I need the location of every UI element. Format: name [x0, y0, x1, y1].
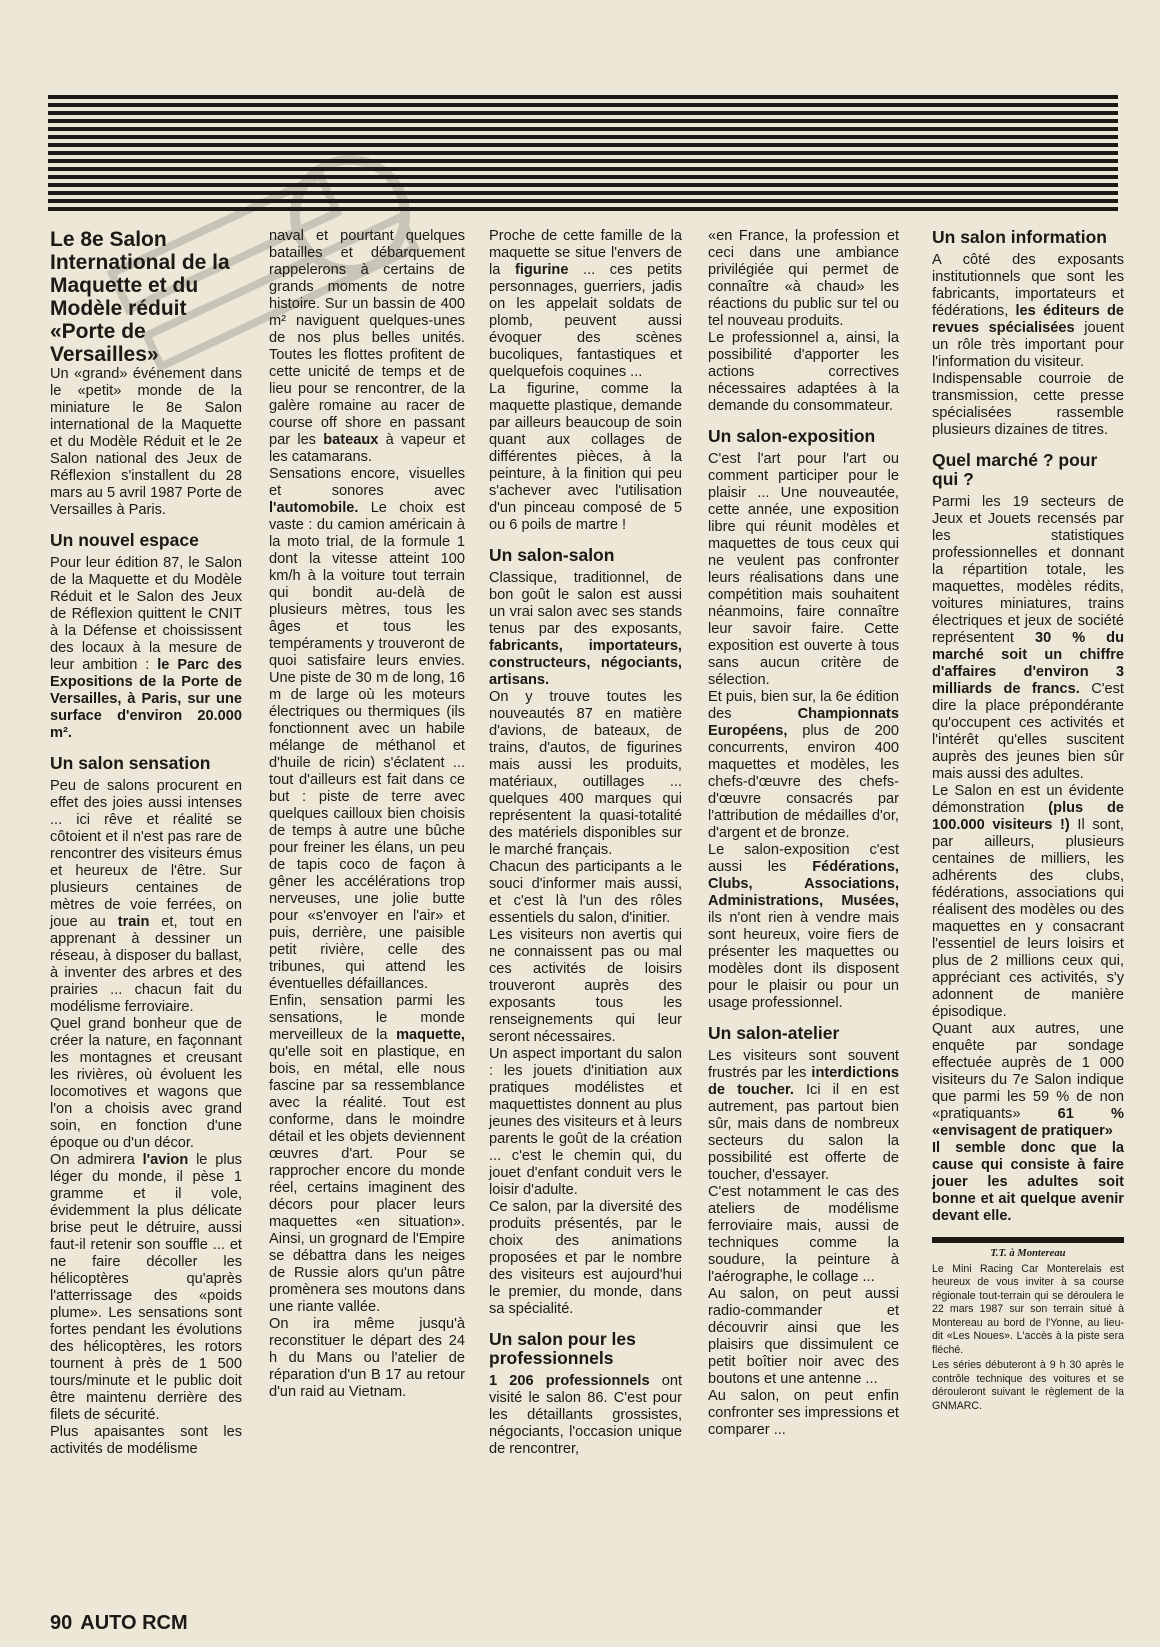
divider — [932, 1237, 1124, 1243]
paragraph: «en France, la profession et ceci dans une ambiance privilégiée qui permet de connaître «à chaud» les réactions du public sur tel ou tel nouveau produits. — [708, 228, 899, 329]
heading-salon-information: Un salon information — [932, 227, 1107, 247]
paragraph: Chacun des participants a le souci d'informer mais aussi, et c'est là l'un des rôles essentiels du salon, d'initier. — [489, 859, 682, 926]
tt-montereau-box — [932, 1237, 1124, 1413]
heading-salon-sensation: Un salon sensation — [50, 753, 211, 773]
paragraph: C'est l'art pour l'art ou comment participer pour le plaisir ... Une nouveautée, cette année, une exposition libre qui réunit modèles et maquettes de tous ceux qui ne veulent pas confronter leurs réalisations dans une compétition mais souhaitent néanmoins, faire connaître leur savoir faire. Cette exposition est ouverte à tous sans aucun critère de sélection. — [708, 451, 899, 688]
tt-title: T.T. à Montereau — [990, 1248, 1066, 1259]
paragraph: Sensations encore, visuelles et sonores avec l'automobile. Le choix est vaste : du camion américain à la moto trial, de la formule 1 dont la vitesse atteint 100 km/h à la voiture tout terrain qui bondit au-delà de plusieurs mètres, tous les âges et tous les tempéraments y trouveront de quoi satisfaire leurs envies. Une piste de 30 m de long, 16 m de large où les moteurs électriques ou thermiques (ils fonctionnent avec un habile mélange de méthanol et d'huile de ricin) s'éclatent ... tout d'ailleurs est fait dans ce but : piste de terre avec quelques cailloux bien choisis de temps à autre une bûche pour freiner les élans, un peu de tapis coco de façon à gêner les accélérations trop nerveuses, une jolie butte pour «s'envoyer en l'air» et puis, derrière, une paisible petit rivière, celle des tribunes, qui attend les éventuelles défaillances. — [269, 466, 465, 992]
column-5 — [932, 228, 1124, 1415]
paragraph: On admirera l'avion le plus léger du monde, il pèse 1 gramme et il vole, évidemment la plus délicate brise peut le détruire, aussi faut-il retenir son souffle ... et ne faire décoller les hélicoptères qu'après l'atterrissage des «poids plume». Les sensations sont fortes pendant les évolutions des hélicoptères, les rotors tournent à près de 1 500 tours/minute et le public doit être maintenu derrière des filets de sécurité. — [50, 1152, 242, 1423]
conclusion-paragraph: Il semble donc que la cause qui consiste à faire jouer les adultes soit bonne et ait quelque avenir devant elle. — [932, 1140, 1124, 1224]
paragraph: On ira même jusqu'à reconstituer le départ des 24 h du Mans ou l'atelier de réparation d'un B 17 au retour d'un raid au Vietnam. — [269, 1316, 465, 1400]
paragraph: A côté des exposants institutionnels que sont les fabricants, importateurs et fédérations, les éditeurs de revues spécialisées jouent un rôle très important pour l'information du visiteur. — [932, 252, 1124, 370]
page-footer — [50, 1612, 188, 1635]
paragraph: Proche de cette famille de la maquette se situe l'envers de la figurine ... ces petits personnages, guerriers, jadis on les appelait soldats de plomb, peuvent aussi évoquer des scènes bucoliques, fantastiques et quelquefois coquines ... — [489, 228, 682, 380]
heading-nouvel-espace: Un nouvel espace — [50, 530, 199, 550]
paragraph: Pour leur édition 87, le Salon de la Maquette et du Modèle Réduit et le Salon des Jeux de Réflexion quittent le CNIT à la Défense et choississent des locaux à la mesure de leur ambition : le Parc des Expositions de la Porte de Versailles, à Paris, sur une surface d'environ 20.000 m². — [50, 555, 243, 741]
paragraph: Le professionnel a, ainsi, la possibilité d'apporter les actions correctives nécessaires adaptées à la demande du consommateur. — [708, 330, 899, 414]
paragraph: Peu de salons procurent en effet des joies aussi intenses ... ici rêve et réalité se côtoient et il n'est pas rare de rencontrer des visiteurs émus et heureux de l'être. Sur plusieurs centaines de mètres de voie ferrées, on joue au train et, tout en apprenant à dessiner un réseau, à disposer du ballast, à inventer des arbres et des prairies ... chacun fait du modélisme ferroviaire. — [50, 778, 243, 1015]
tt-paragraph: Les séries débuteront à 9 h 30 après le contrôle technique des voitures et se dérouleront suivant le règlement de la GNMARC. — [932, 1359, 1124, 1412]
heading-salon-salon: Un salon-salon — [489, 545, 615, 565]
magazine-name: AUTO RCM — [80, 1612, 188, 1634]
paragraph: On y trouve toutes les nouveautés 87 en matière d'avions, de bateaux, de trains, d'autos, de figurines mais aussi les produits, matériaux, outillages ... quelques 400 marques qui représentent la quasi-totalité des matériels disponibles sur le marché français. — [489, 689, 682, 858]
paragraph: 1 206 professionnels ont visité le salon 86. C'est pour les détaillants grossistes, négociants, l'occasion unique de rencontrer, — [489, 1373, 682, 1457]
heading-salon-atelier: Un salon-atelier — [708, 1023, 840, 1043]
intro-paragraph: Un «grand» événement dans le «petit» monde de la miniature le 8e Salon international de la Maquette et du Modèle Réduit et le 2e Salon national des Jeux de Réflexion s'installent du 28 mars au 5 avril 1987 Porte de Versailles à Paris. — [50, 366, 242, 518]
heading-professionnels: Un salon pour les professionnels — [489, 1329, 636, 1368]
column-4 — [708, 228, 899, 1439]
paragraph: Ce salon, par la diversité des produits présentés, par le choix des animations proposées et par le nombre des visiteurs est aujourd'hui le premier, du monde, dans sa spécialité. — [489, 1199, 682, 1317]
paragraph: Quel grand bonheur que de créer la nature, en façonnant les montagnes et creusant les rivières, où évoluent les locomotives et wagons que l'on a choisis avec grand soin, en fonction d'une époque ou d'un décor. — [50, 1016, 242, 1151]
paragraph: Un aspect important du salon : les jouets d'initiation aux pratiques modélistes et maquettistes donnent au plus jeunes des visiteurs et à leurs parents le goût de la création ... c'est le chemin qui, du jouet d'enfant conduit vers le loisir d'adulte. — [489, 1046, 682, 1198]
paragraph: Parmi les 19 secteurs de Jeux et Jouets recensés par les statistiques professionnelles et donnant la répartition totale, les maquettes, modèles rédits, voitures miniatures, trains électriques et jeux de société représentent 30 % du marché soit un chiffre d'affaires d'environ 3 milliards de francs. C'est dire la place prépondérante qu'occupent ces activités et l'intérêt qu'elles suscitent auprès des jeunes bien sûr mais aussi des adultes. — [932, 494, 1124, 782]
paragraph: Classique, traditionnel, de bon goût le salon est aussi un vrai salon avec ses stands tenus par des exposants, fabricants, importateurs, constructeurs, négociants, artisans. — [489, 570, 682, 688]
column-2 — [269, 228, 465, 1401]
header-stripes — [48, 95, 1118, 213]
column-3 — [489, 228, 682, 1458]
paragraph: Au salon, on peut enfin confronter ses impressions et comparer ... — [708, 1388, 899, 1438]
paragraph: Les visiteurs sont souvent frustrés par les interdictions de toucher. Ici il en est autrement, pas partout bien sûr, mais dans de nombreux secteurs du salon la possibilité est offerte de toucher, d'essayer. — [708, 1048, 900, 1183]
paragraph: Les visiteurs non avertis qui ne connaissent pas ou mal ces activités de loisirs trouveront auprès des exposants tous les renseignements qui leur seront nécessaires. — [489, 927, 682, 1045]
tt-paragraph: Le Mini Racing Car Monterelais est heureux de vous inviter à sa course régionale tout-terrain qui se déroulera le 22 mars 1987 sur son terrain situé à Montereau au bord de l'Yonne, au lieu-dit «Les Noues». L'accès à la piste sera fléché. — [932, 1262, 1124, 1356]
paragraph: Plus apaisantes sont les activités de modélisme — [50, 1424, 242, 1457]
page-number: 90 — [50, 1612, 73, 1634]
heading-salon-exposition: Un salon-exposition — [708, 426, 876, 446]
paragraph: Et puis, bien sur, la 6e édition des Championnats Européens, plus de 200 concurrents, environ 400 maquettes et modèles, les chefs-d'œuvre des chefs-d'œuvre consacrés par l'attribution de médailles d'or, d'argent et de bronze. — [708, 689, 899, 841]
paragraph: Le salon-exposition c'est aussi les Fédérations, Clubs, Associations, Administrations, Musées, ils n'ont rien à vendre mais sont heureux, voire fiers de présenter les maquettes ou modèles dont ils disposent pour le plaisir ou pour un usage professionnel. — [708, 842, 899, 1011]
paragraph: La figurine, comme la maquette plastique, demande par ailleurs beaucoup de soin quant aux collages de différentes pièces, à la peinture, à la finition qui peu s'achever avec l'utilisation d'un pinceau composé de 5 ou 6 poils de martre ! — [489, 381, 682, 533]
paragraph: C'est notamment le cas des ateliers de modélisme ferroviaire mais, aussi de techniques comme la soudure, la peinture à l'aérographe, le collage ... — [708, 1184, 899, 1285]
article-title: Le 8e Salon International de la Maquette et du Modèle réduit «Porte de Versailles» — [50, 228, 230, 366]
paragraph: Indispensable courroie de transmission, cette presse spécialisées rassemble plusieurs dizaines de titres. — [932, 371, 1124, 438]
paragraph: Quant aux autres, une enquête par sondage effectuée auprès de 1 000 visiteurs du 7e Salon indique que parmi les 59 % de non «pratiquants» 61 % «envisagent de pratiquer» — [932, 1021, 1125, 1139]
paragraph: Enfin, sensation parmi les sensations, le monde merveilleux de la maquette, qu'elle soit en plastique, en bois, en métal, elle nous fascine par sa ressemblance avec la réalité. Tout est conforme, dans le moindre détail et les objets deviennent œuvres d'art. Pour se rapprocher encore du monde réel, certains imaginent des décors pour placer leurs maquettes «en situation». Ainsi, un grognard de l'Empire se débattra dans les neiges de Russie alors qu'un pâtre promènera ses moutons dans une riante vallée. — [269, 993, 465, 1315]
paragraph: naval et pourtant quelques batailles et débarquement rappelerons à certains de grands moments de notre histoire. Sur un bassin de 400 m² naviguent quelques-unes de nos plus belles unités. Toutes les flottes profitent de cette unicité de temps et de lieu pour se rencontrer, de la galère romaine au racer de course off shore en passant par les bateaux à vapeur et les catamarans. — [269, 228, 466, 465]
column-1 — [50, 228, 242, 1458]
paragraph: Le Salon en est un évidente démonstration (plus de 100.000 visiteurs !) Il sont, par ailleurs, plusieurs centaines de milliers, les adhérents des clubs, fédérations, associations qui réalisent des modèles ou des maquettes en y consacrant l'essentiel de leurs loisirs et plus de 2 millions ceux qui, appréciant ces activités, s'y adonnent de manière épisodique. — [932, 783, 1124, 1020]
heading-quel-marche: Quel marché ? pour qui ? — [932, 450, 1098, 489]
paragraph: Au salon, on peut aussi radio-commander et découvrir ainsi que les plaisirs que dissimulent ce petit boîtier noir avec des boutons et une antenne ... — [708, 1286, 899, 1387]
